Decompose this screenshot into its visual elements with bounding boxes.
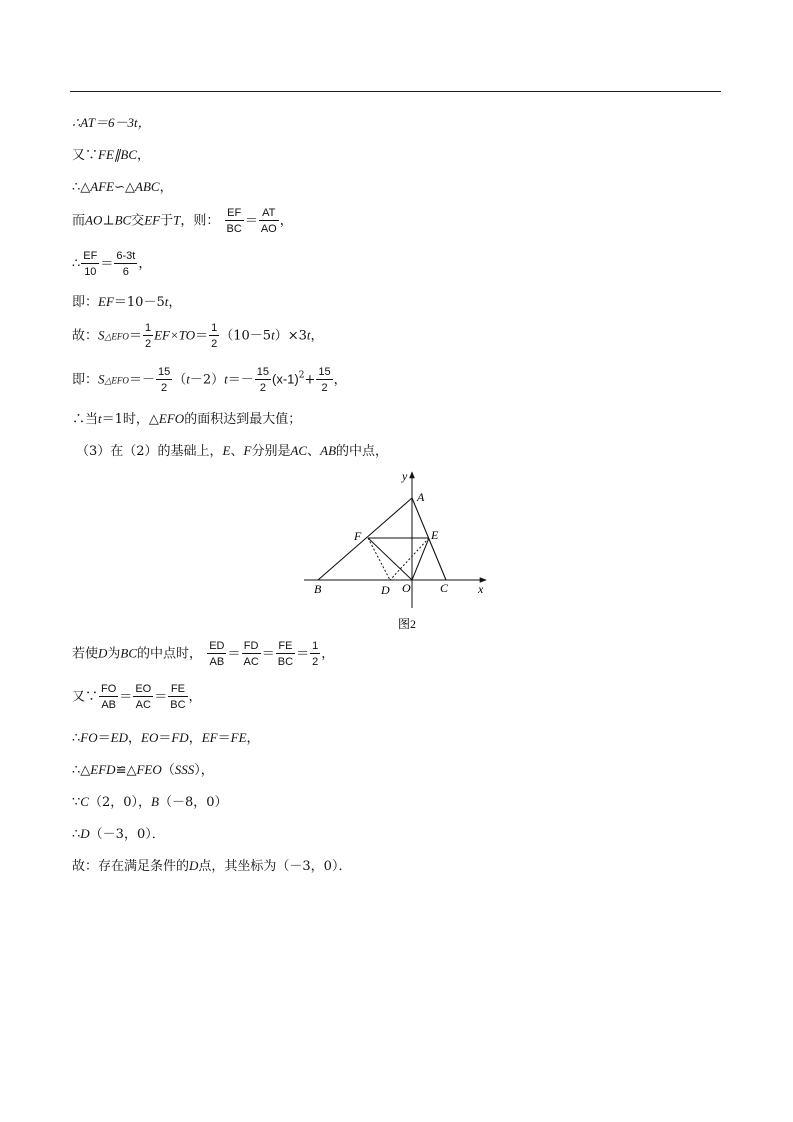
text-also-because: 又∵ (72, 689, 99, 705)
denominator: AB (101, 699, 116, 711)
text-midpoints: 的中点， (336, 444, 389, 459)
comma: ， (127, 731, 141, 746)
text-at-equation: ∴AT＝6－3t， (72, 115, 151, 130)
line-at (72, 116, 151, 130)
text-ef: EF (98, 294, 114, 309)
text-perp: ⊥ (102, 213, 115, 229)
text-if: 若使 (72, 646, 99, 662)
numerator: AT (259, 207, 279, 221)
text-midpoint-when: 的中点时， (137, 646, 203, 662)
denominator: 2 (144, 338, 152, 350)
header-rule (70, 91, 721, 92)
equals: ＝ (261, 646, 275, 662)
text-paren-open: （ (161, 763, 175, 778)
fraction-15-2 (316, 366, 332, 394)
text-then: ，则： (180, 213, 220, 229)
text-d: D (98, 645, 108, 661)
text-sep: 、 (230, 444, 244, 459)
text-therefore: ∴ (72, 731, 81, 746)
text-ef: EF (144, 212, 161, 228)
line-points-bc (72, 795, 228, 809)
label-o: O (402, 581, 411, 595)
fraction-6-3t-6 (114, 250, 137, 278)
text-c-coords: （2，0）， (88, 795, 151, 810)
line-fe-parallel (72, 148, 150, 162)
text-max-area: 的面积达到最大值； (184, 412, 302, 427)
text-e: E (222, 443, 231, 458)
line-area-formula (72, 322, 324, 350)
text-t: t (98, 411, 102, 426)
text-t: t (271, 327, 275, 343)
text-t: t (186, 371, 190, 387)
fraction-one-half (143, 322, 153, 350)
text-b-coords: （－8，0） (158, 795, 228, 810)
denominator: 2 (211, 338, 218, 350)
denominator: 10 (84, 266, 97, 278)
comma: ， (138, 256, 152, 272)
fraction-fo-ab (99, 683, 118, 711)
text-abc: ABC (135, 179, 160, 194)
equals: ＝ (128, 328, 142, 344)
fraction-one-half (310, 640, 320, 668)
text-paren-close: ）， (194, 763, 214, 778)
text-equals-minus: ＝－ (227, 372, 254, 388)
line-area-vertex (72, 366, 347, 394)
text-s: S (98, 327, 105, 343)
line-similar (72, 180, 173, 194)
text-f: F (243, 443, 252, 458)
text-t: t (306, 327, 311, 343)
fraction-fd-ac (242, 640, 261, 668)
line-max-area (72, 412, 301, 426)
text-fo: FO (80, 730, 98, 745)
comma: ， (188, 731, 202, 746)
text-s: S (98, 371, 105, 387)
text-minus-2: －2） (189, 372, 225, 388)
text-therefore: ∴ (72, 827, 81, 842)
line-part3 (76, 444, 388, 458)
fraction-ef-10 (81, 250, 99, 278)
text-namely: 即： (72, 295, 99, 310)
text-d-coords: （－3，0）． (89, 827, 165, 842)
fraction-fe-bc (168, 683, 187, 711)
text-respectively: 分别是 (251, 444, 291, 459)
label-x: x (478, 582, 484, 596)
text-namely: 即： (72, 372, 99, 388)
text-plus: + (304, 372, 316, 388)
numerator: ED (209, 640, 225, 652)
line-midpoint-ratios (72, 640, 334, 668)
denominator: BC (170, 699, 186, 711)
label-f: F (354, 529, 362, 543)
label-a: A (417, 490, 425, 504)
denominator: AO (260, 223, 277, 235)
denominator: 2 (161, 382, 168, 394)
text-because: 又∵ (72, 148, 99, 163)
denominator: AC (135, 699, 151, 711)
text-therefore-triangle: ∴△ (72, 763, 91, 778)
denominator: 6 (122, 266, 129, 278)
numerator: 15 (318, 366, 331, 378)
segment-fo (368, 538, 412, 580)
text-fe-parallel-bc: FE∥BC (98, 147, 138, 162)
text-sep: 、 (307, 444, 321, 459)
line-fo-ratios (72, 683, 202, 711)
text-congruent: ≌△ (115, 763, 137, 778)
label-e: E (431, 528, 439, 542)
line-ratio (72, 207, 293, 235)
segment-ab (318, 498, 412, 580)
fraction-one-half (209, 322, 219, 350)
segment-fd-dashed (368, 538, 390, 580)
text-feo: FEO (136, 762, 162, 777)
numerator: FO (101, 683, 117, 695)
text-efo: EFO (158, 411, 185, 426)
equals: ＝ (100, 256, 114, 272)
numerator: FD (242, 640, 261, 654)
text-t: T (173, 212, 181, 228)
text-times-3: ）×3 (274, 328, 307, 344)
text-equals-minus: ＝－ (128, 372, 155, 388)
numerator: 1 (211, 322, 218, 334)
text-t: t (164, 294, 169, 309)
comma: ， (168, 295, 182, 310)
text-sss: SSS (174, 762, 195, 777)
comma: ， (159, 180, 173, 195)
denominator: AC (243, 656, 259, 668)
numerator: 6-3t (116, 250, 136, 262)
text-ef: EF (201, 730, 218, 745)
text-intersect: 交 (131, 213, 145, 229)
line-point-d (72, 827, 165, 841)
comma: ， (279, 213, 293, 229)
figure-caption: 图2 (398, 617, 417, 631)
equals: ＝ (154, 689, 168, 705)
text-hence: 故： (72, 328, 99, 344)
line-equal-sides (72, 731, 260, 745)
text-bc: BC (120, 645, 138, 661)
line-ef-10 (72, 250, 151, 278)
text-equals-1: ＝1时，△ (101, 412, 159, 427)
text-subscript-efo: △EFO (104, 331, 129, 342)
equals: ＝ (244, 213, 258, 229)
segment-ed-dashed (390, 538, 429, 580)
label-c: C (440, 581, 449, 595)
text-conclusion-end: 点，其坐标为（－3，0）． (198, 859, 352, 874)
segment-eo (412, 538, 429, 580)
text-eo: EO (141, 730, 159, 745)
equals: ＝ (227, 646, 241, 662)
text-because: ∵ (72, 795, 81, 810)
numerator: FE (276, 640, 295, 654)
text-fe: FE (230, 730, 247, 745)
comma: ， (188, 689, 202, 705)
text-exponent: 2 (298, 370, 305, 381)
text-therefore-when: ∴当 (72, 412, 99, 427)
label-b: B (314, 582, 322, 596)
text-paren-10-minus-5: （10－5 (220, 328, 272, 344)
fraction-ef-bc (225, 207, 244, 235)
text-b: B (151, 794, 159, 809)
label-d: D (381, 583, 390, 597)
comma: ， (246, 731, 260, 746)
fraction-fe-bc (276, 640, 295, 668)
text-and: 而 (72, 213, 86, 229)
geometry-figure (298, 468, 498, 633)
denominator: BC (226, 223, 242, 235)
equals: ＝ (296, 646, 310, 662)
equals: ＝ (217, 731, 231, 746)
fraction-15-2 (156, 366, 172, 394)
equals: ＝ (119, 689, 133, 705)
line-congruent (72, 763, 214, 777)
text-ab: AB (320, 443, 337, 458)
denominator: 2 (312, 656, 319, 668)
text-therefore: ∴ (72, 256, 81, 272)
numerator: 15 (256, 366, 270, 378)
line-conclusion (72, 859, 351, 873)
equals: ＝ (158, 731, 172, 746)
numerator: 15 (157, 366, 171, 378)
text-conclusion-start: 故：存在满足条件的 (72, 859, 190, 874)
text-at: 于 (160, 213, 174, 229)
text-ac: AC (290, 443, 308, 458)
equals: ＝ (195, 328, 209, 344)
numerator: EF (225, 207, 244, 221)
line-ef-value (72, 295, 181, 309)
text-fd: FD (171, 730, 189, 745)
equals: ＝ (97, 731, 111, 746)
text-similar-triangle: ∽△ (114, 180, 135, 195)
comma: ， (310, 328, 324, 344)
text-therefore-triangle: ∴△ (72, 180, 91, 195)
text-d: D (80, 826, 90, 841)
comma: ， (137, 148, 151, 163)
text-paren-open: （ (173, 372, 187, 388)
label-y: y (402, 469, 408, 483)
text-part3-intro: （3）在（2）的基础上， (76, 444, 223, 459)
text-ed: ED (110, 730, 128, 745)
numerator: FE (168, 683, 187, 697)
text-ef-times-to: EF×TO (154, 327, 196, 343)
denominator: BC (277, 656, 294, 668)
fraction-eo-ac (133, 683, 153, 711)
comma: ， (333, 372, 347, 388)
numerator: EF (83, 250, 98, 262)
numerator: 1 (144, 322, 152, 334)
text-t: t (224, 371, 228, 387)
text-x-minus-1: (x-1) (272, 371, 299, 387)
text-10-minus-5: ＝10－5 (113, 295, 165, 310)
denominator: AB (209, 656, 225, 668)
numerator: 1 (312, 640, 319, 652)
text-subscript-efo: △EFO (104, 375, 129, 386)
text-d: D (189, 858, 199, 873)
denominator: 2 (259, 382, 266, 394)
text-is: 为 (107, 646, 121, 662)
text-bc: BC (114, 212, 132, 228)
text-ao: AO (85, 212, 103, 228)
text-afe: AFE (90, 179, 115, 194)
numerator: EO (135, 683, 152, 695)
text-c: C (80, 794, 89, 809)
text-efd: EFD (90, 762, 116, 777)
fraction-at-ao (259, 207, 279, 235)
comma: ， (321, 646, 335, 662)
denominator: 2 (321, 382, 328, 394)
fraction-ed-ab (207, 640, 226, 668)
fraction-15-2 (255, 366, 271, 394)
